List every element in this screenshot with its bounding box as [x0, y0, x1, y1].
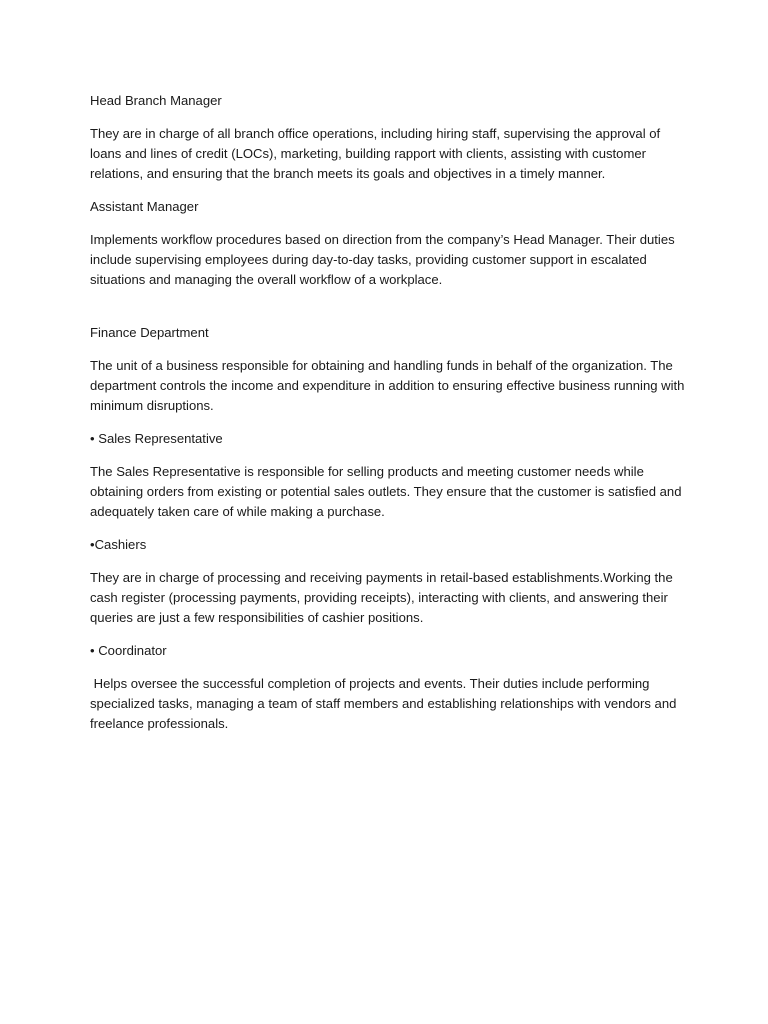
section-body-assistant-manager: Implements workflow procedures based on direction from the company’s Head Manager. Their duties include supervising employees during day-to-day tasks, providing customer support in escalated situations and managing the overall workflow of a workplace.: [90, 231, 675, 288]
section-body-head-branch-manager: They are in charge of all branch office operations, including hiring staff, supervising the approval of loans and lines of credit (LOCs), marketing, building rapport with clients, assisting with customer relations, and ensuring that the branch meets its goals and objectives in a timely manner.: [90, 125, 661, 182]
section-body-coordinator: Helps oversee the successful completion of projects and events. Their duties include performing specialized tasks, managing a team of staff members and establishing relationships with vendors and freelance professionals.: [90, 676, 681, 732]
section-body-finance-department: The unit of a business responsible for obtaining and handling funds in behalf of the organization. The department controls the income and expenditure in addition to ensuring effective business running with minimum disruptions.: [90, 358, 685, 414]
document-body: [90, 91, 690, 747]
section-heading-coordinator: • Coordinator: [90, 643, 167, 659]
section-heading-head-branch-manager: Head Branch Manager: [90, 93, 222, 108]
section-heading-cashiers: •Cashiers: [90, 537, 147, 553]
section-body-sales-representative: The Sales Representative is responsible for selling products and meeting customer needs while obtaining orders from existing or potential sales outlets. They ensure that the customer is satisfied and adequately taken care of while making a purchase.: [90, 464, 682, 520]
section-heading-sales-representative: • Sales Representative: [90, 431, 223, 447]
section-body-cashiers: They are in charge of processing and receiving payments in retail-based establishments.Working the cash register (processing payments, providing receipts), interacting with clients, and answering their queries are just a few responsibilities of cashier positions.: [90, 570, 673, 626]
section-heading-assistant-manager: Assistant Manager: [90, 199, 199, 214]
section-heading-finance-department: Finance Department: [90, 325, 209, 341]
